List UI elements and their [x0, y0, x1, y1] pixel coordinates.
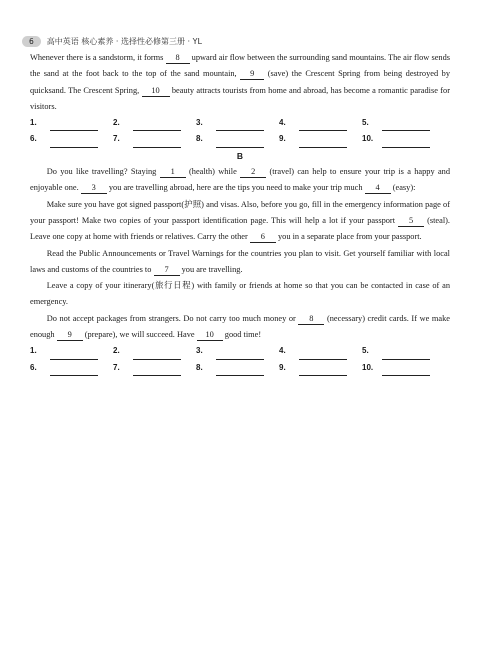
answer-item	[362, 131, 445, 147]
answer-line	[50, 364, 98, 376]
answer-line	[133, 136, 181, 148]
answer-item	[30, 343, 113, 359]
answer-number: 1.	[30, 346, 37, 356]
answer-item	[279, 360, 362, 376]
answer-number: 5.	[362, 118, 369, 128]
answer-item	[196, 115, 279, 131]
answer-item	[30, 115, 113, 131]
answer-line	[216, 136, 264, 148]
answer-item	[279, 115, 362, 131]
page-header	[22, 35, 202, 47]
answer-item	[113, 343, 196, 359]
answer-item	[30, 131, 113, 147]
answer-item	[279, 343, 362, 359]
answer-number: 6.	[30, 134, 37, 144]
answer-line	[299, 364, 347, 376]
answer-item	[113, 115, 196, 131]
passage-b-paragraph-1	[30, 164, 450, 197]
gap-blank-10: 10	[142, 85, 170, 97]
gap-blank-8: 8	[166, 52, 190, 64]
passage-b-paragraph-3	[30, 246, 450, 279]
passage-text: (prepare), we will succeed. Have	[84, 330, 195, 340]
passage-text: upward air flow between the surrounding sand mountains. The air flow sends the sand at the foot back to the top of the sand mountain,	[30, 53, 450, 79]
answer-line	[299, 119, 347, 131]
answer-number: 6.	[30, 362, 37, 372]
answer-number: 10.	[362, 362, 374, 372]
answer-number: 3.	[196, 346, 203, 356]
gap-blank-7: 7	[154, 264, 180, 276]
passage-text: you in a separate place from your passport.	[277, 232, 422, 242]
passage-text: (health) while	[189, 167, 237, 177]
answer-item	[196, 131, 279, 147]
answer-number: 10.	[362, 134, 374, 144]
gap-blank-9: 9	[240, 68, 264, 80]
answer-line	[216, 364, 264, 376]
answer-number: 7.	[113, 362, 120, 372]
answer-line	[382, 136, 430, 148]
answer-number: 2.	[113, 346, 120, 356]
gap-blank-1: 1	[160, 166, 186, 178]
gap-blank-10: 10	[197, 329, 223, 341]
answer-line	[133, 119, 181, 131]
answer-row-b2	[30, 360, 450, 376]
answer-number: 5.	[362, 346, 369, 356]
page-number: 6	[22, 36, 41, 47]
gap-blank-8: 8	[298, 313, 324, 325]
answer-number: 9.	[279, 362, 286, 372]
answer-number: 3.	[196, 118, 203, 128]
answer-number: 8.	[196, 134, 203, 144]
gap-blank-6: 6	[250, 231, 276, 243]
gap-blank-2: 2	[240, 166, 266, 178]
gap-blank-4: 4	[365, 182, 391, 194]
answer-number: 9.	[279, 134, 286, 144]
passage-b-paragraph-4: Leave a copy of your itinerary(旅行日程) with family or friends at home so that you can be contacted in case of an emergency.	[30, 281, 450, 307]
answer-number: 7.	[113, 134, 120, 144]
passage-text: (travel) can help to ensure your trip is a happy and enjoyable one.	[30, 167, 451, 193]
answer-row-a1	[30, 115, 450, 131]
answer-number: 4.	[279, 118, 286, 128]
answer-item	[362, 343, 445, 359]
answer-item	[113, 360, 196, 376]
answer-line	[133, 348, 181, 360]
passage-text: (steal). Leave one copy at home with friends or relatives. Carry the other	[30, 215, 450, 242]
answer-item	[362, 115, 445, 131]
answer-line	[50, 136, 98, 148]
gap-blank-3: 3	[81, 182, 107, 194]
document-body	[30, 50, 450, 376]
answer-line	[382, 348, 430, 360]
passage-b-paragraph-5	[30, 311, 450, 344]
answer-number: 4.	[279, 346, 286, 356]
passage-text: (save) the Crescent Spring from being destroyed by quicksand. The Crescent Spring,	[30, 69, 450, 95]
answer-item	[113, 131, 196, 147]
gap-blank-5: 5	[398, 215, 424, 227]
answer-item	[279, 131, 362, 147]
passage-text: beauty attracts tourists from home and abroad, has become a romantic paradise for visitors.	[30, 85, 450, 111]
passage-text: Make sure you have got signed passport(护照) and visas. Also, before you go, fill in the emergency information page of your passport! Make two copies of your passport identification page. This will help a lot if your passport	[30, 199, 450, 225]
answer-item	[30, 360, 113, 376]
gap-blank-9: 9	[57, 329, 83, 341]
answer-line	[133, 364, 181, 376]
answer-row-a2	[30, 131, 450, 147]
passage-text: (necessary) credit cards. If we make enough	[30, 313, 450, 340]
answer-line	[299, 136, 347, 148]
answer-item	[196, 343, 279, 359]
answer-line	[50, 348, 98, 360]
passage-text: (easy):	[392, 183, 416, 193]
passage-text: Whenever there is a sandstorm, it forms	[30, 53, 164, 62]
passage-text: you are travelling.	[181, 264, 243, 274]
answer-line	[50, 119, 98, 131]
answer-number: 1.	[30, 118, 37, 128]
answer-line	[299, 348, 347, 360]
answer-line	[382, 119, 430, 131]
answer-line	[216, 119, 264, 131]
passage-text: Do you like travelling? Staying	[46, 167, 157, 177]
passage-b-paragraph-2	[30, 197, 450, 246]
passage-text: you are travelling abroad, here are the tips you need to make your trip much	[108, 183, 363, 193]
section-title: B	[236, 150, 244, 161]
passage-a-paragraph	[30, 50, 450, 115]
answer-number: 8.	[196, 362, 203, 372]
passage-text: Read the Public Announcements or Travel Warnings for the countries you plan to visit. Get yourself familiar with local laws and customs of the countries to	[30, 248, 450, 274]
answer-item	[362, 360, 445, 376]
passage-text: good time!	[224, 330, 262, 340]
answer-line	[216, 348, 264, 360]
header-text: 高中英语 核心素养 · 选择性必修第三册 · YL	[46, 36, 202, 46]
answer-row-b1	[30, 343, 450, 359]
passage-text: Do not accept packages from strangers. Do not carry too much money or	[46, 313, 296, 323]
answer-item	[196, 360, 279, 376]
answer-line	[382, 364, 430, 376]
answer-number: 2.	[113, 118, 120, 128]
